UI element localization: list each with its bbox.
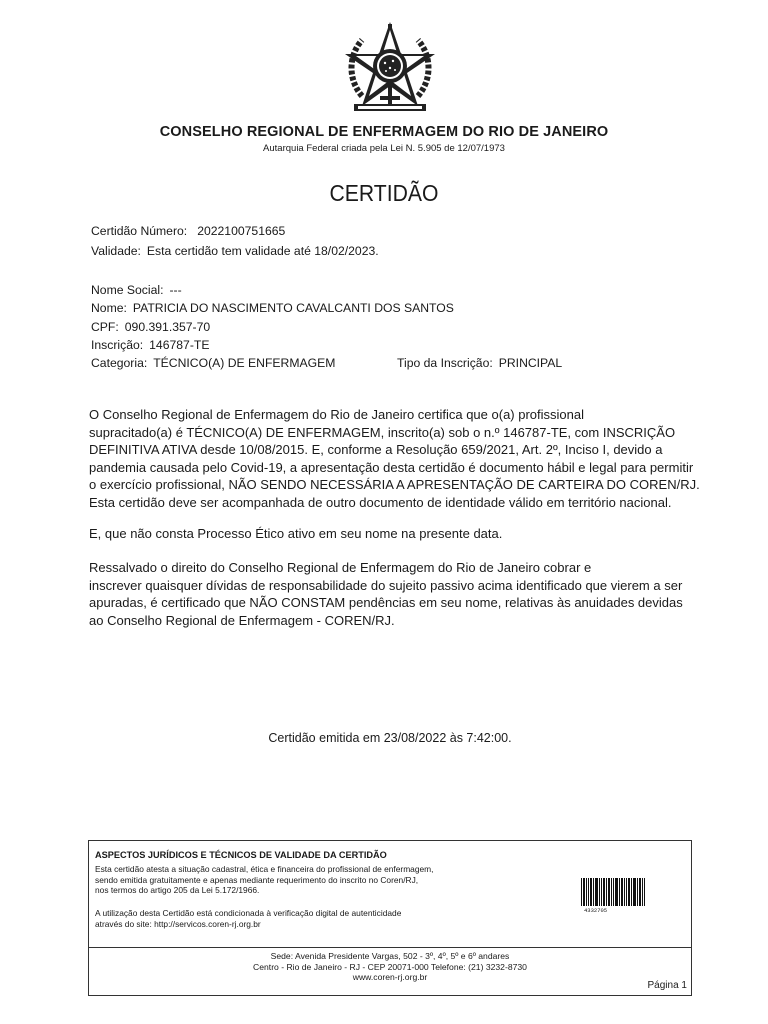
registration-value: 146787-TE [149,338,210,352]
category-label: Categoria: [91,356,148,370]
cpf-label: CPF: [91,320,119,334]
organization-name: CONSELHO REGIONAL DE ENFERMAGEM DO RIO DE JANEIRO [159,124,609,140]
paragraph-line: Ressalvado o direito do Conselho Regional de Enfermagem do Rio de Janeiro cobrar e [89,560,592,575]
paragraph-line: Esta certidão deve ser acompanhada de outro documento de identidade válido em território nacional. [89,494,672,510]
registration-label: Inscrição: [91,338,144,352]
paragraph-line: supracitado(a) é TÉCNICO(A) DE ENFERMAGEM, inscrito(a) sob o n.º 146787-TE, com INSCRIÇÃO [89,424,676,440]
box-line: Esta certidão atesta a situação cadastral, ética e financeira do profissional de enfermagem, [95,864,434,874]
name-value: PATRICIA DO NASCIMENTO CAVALCANTI DOS SANTOS [132,301,454,315]
paragraph-line: E, que não consta Processo Ético ativo em seu nome na presente data. [89,526,503,541]
category-row [91,356,335,370]
certificate-number-label: Certidão Número: [91,224,188,238]
website-text: www.coren-rj.org.br [352,972,428,982]
issued-date: Certidão emitida em 23/08/2022 às 7:42:00. [268,731,512,745]
registration-type-label: Tipo da Inscrição: [397,356,493,370]
box-text-1 [95,864,433,896]
debts-paragraph [89,559,709,629]
registration-type-value: PRINCIPAL [498,356,563,370]
certificate-number: 2022100751665 [197,224,286,238]
document-title: CERTIDÃO [329,180,439,206]
registration-row [91,338,209,352]
category-value: TÉCNICO(A) DE ENFERMAGEM [153,356,336,370]
registration-type-row [397,356,562,370]
barcode [581,878,645,906]
social-name-label: Nome Social: [91,283,164,297]
page-number: Página 1 [647,980,687,991]
box-text-2 [95,908,401,929]
certification-paragraph [89,406,709,511]
box-line: através do site: http://servicos.coren-rj.org.br [95,918,261,929]
address-block [89,951,691,983]
name-label: Nome: [91,301,127,315]
certificate-number-row [91,224,285,238]
organization-subtitle: Autarquia Federal criada pela Lei N. 5.905 de 12/07/1973 [263,143,505,154]
box-line: A utilização desta Certidão está condicionada à verificação digital de autenticidade [95,908,402,918]
validity-row [91,244,379,258]
validity-text: Esta certidão tem validade até 18/02/2023. [146,244,379,258]
box-divider [89,947,691,948]
address-line: Centro - Rio de Janeiro - RJ - CEP 20071-000 Telefone: (21) 3232-8730 [253,961,527,972]
paragraph-line: O Conselho Regional de Enfermagem do Rio de Janeiro certifica que o(a) profissional [89,407,584,422]
brazil-coat-of-arms-seal [340,18,440,120]
paragraph-line: ao Conselho Regional de Enfermagem - COREN/RJ. [89,612,395,628]
paragraph-line: pandemia causada pelo Covid-19, a apresentação desta certidão é documento hábil e legal para permitir [89,459,694,475]
paragraph-line: apuradas, é certificado que NÃO CONSTAM pendências em seu nome, relativas às anuidades devidas [89,595,683,610]
social-name-row [91,283,182,297]
ethics-paragraph [89,525,709,543]
social-name-value: --- [169,283,182,297]
paragraph-line: inscrever quaisquer dívidas de responsabilidade do sujeito passivo acima identificado que vierem a ser [89,577,683,593]
name-row [91,301,454,315]
cpf-row [91,320,210,334]
box-heading: ASPECTOS JURÍDICOS E TÉCNICOS DE VALIDADE DA CERTIDÃO [95,850,387,860]
box-line: nos termos do artigo 205 da Lei 5.172/1966. [95,885,260,895]
paragraph-line: DEFINITIVA ATIVA desde 10/08/2015. E, conforme a Resolução 659/2021, Art. 2º, Inciso I, devido a [89,442,663,457]
cpf-value: 090.391.357-70 [124,320,211,334]
barcode-number: 4332705 [584,907,608,914]
validity-label: Validade: [91,244,141,258]
box-line: sendo emitida gratuitamente e apenas mediante requerimento do inscrito no Coren/RJ, [95,874,419,885]
validity-aspects-box [88,840,692,996]
paragraph-line: o exercício profissional, NÃO SENDO NECESSÁRIA A APRESENTAÇÃO DE CARTEIRA DO COREN/RJ. [89,477,700,492]
address-line: Sede: Avenida Presidente Vargas, 502 - 3º, 4º, 5º e 6º andares [270,951,510,961]
